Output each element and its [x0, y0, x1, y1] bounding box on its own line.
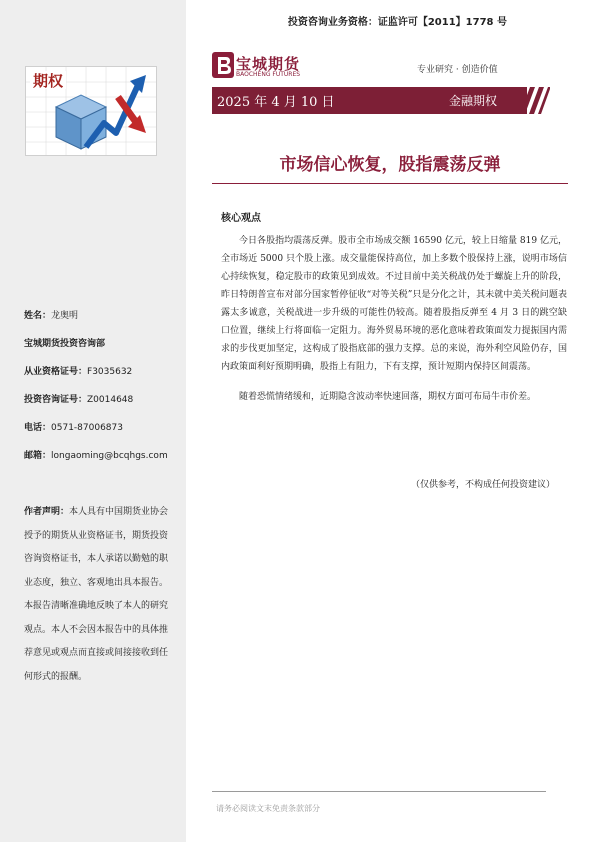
- email-value[interactable]: longaoming@bcqhgs.com: [51, 451, 168, 461]
- registration-info: 投资咨询业务资格：证监许可【2011】1778 号: [287, 17, 507, 28]
- banner-stripes: [520, 87, 550, 114]
- footer-disclaimer: 请务必阅读文末免责条款部分: [216, 804, 320, 813]
- disclaimer-label: 作者声明：: [24, 507, 70, 517]
- consulting-label: 投资咨询证号：: [24, 395, 88, 405]
- footer-divider: [212, 791, 546, 792]
- name-value: 龙奥明: [51, 311, 79, 321]
- qualification-number: [24, 364, 132, 377]
- qualification-value: F3035632: [87, 367, 133, 377]
- phone-value: 0571-87006873: [51, 423, 123, 433]
- email: [24, 448, 168, 461]
- phone-label: 电话：: [24, 423, 52, 433]
- reference-note: （仅供参考，不构成任何投资建议）: [410, 480, 555, 490]
- department: [24, 336, 105, 349]
- report-date: 2025 年 4 月 10 日: [217, 95, 335, 110]
- cover-label: 期权: [33, 72, 64, 90]
- email-label: 邮箱：: [24, 451, 52, 461]
- disclaimer-text: 本人具有中国期货业协会授予的期货从业资格证书，期货投资咨询资格证书，本人承诺以勤勉的职业态度，独立、客观地出具本报告。本报告清晰准确地反映了本人的研究观点。本人不会因本报告中的具体推荐意见或观点而直接或间接接收到任何形式的报酬。: [24, 507, 169, 682]
- sidebar: [0, 0, 186, 842]
- cover-image: [25, 66, 157, 156]
- logo-mark-icon: [212, 52, 234, 78]
- body-paragraph: 今日各股指均震荡反弹。股市全市场成交额 16590 亿元，较上日缩量 819 亿元，全市场近 5000 只个股上涨。成交量能保持高位，加上多数个股保持上涨，说明市场信心持续恢复，稳定股市的政策见到成效。不过目前中美关税战仍处于螺旋上升的阶段，昨日特朗普宣布对部分国家暂停征收“对等关税”只是分化之计，其未就中美关税问题表露太多诚意，关税战进一步升级的可能性仍较高。随着股指反弹至 4 月 3 日的跳空缺口位置，继续上行将面临一定阻力。海外贸易环境的恶化意味着政策面发力提振国内需求的步伐更加坚定，这构成了股指底部的强力支撑。总的来说，海外利空风险仍存，国内政策面利好预期明确，股指上有阻力，下有支撑，预计短期内保持区间震荡。: [221, 236, 567, 372]
- department-name: 宝城期货投资咨询部: [24, 339, 106, 349]
- qualification-label: 从业资格证号：: [24, 367, 88, 377]
- company-logo: [212, 52, 322, 86]
- slogan: 专业研究 · 创造价值: [417, 65, 498, 75]
- section-heading: 核心观点: [221, 213, 261, 224]
- name-label: 姓名：: [24, 311, 52, 321]
- consulting-number: [24, 392, 133, 405]
- phone: [24, 420, 123, 433]
- consulting-value: Z0014648: [87, 395, 134, 405]
- body-paragraph: 随着恐慌情绪缓和，近期隐含波动率快速回落，期权方面可布局牛市价差。: [239, 392, 537, 402]
- title-divider: [212, 183, 568, 184]
- author-name: [24, 308, 78, 321]
- report-body: [221, 232, 567, 406]
- report-title: 市场信心恢复，股指震荡反弹: [279, 155, 501, 175]
- date-banner: [212, 87, 527, 114]
- logo-name-cn: 宝城期货: [236, 55, 301, 73]
- options-chart-icon: [26, 67, 156, 155]
- logo-name-en: BAOCHENG FUTURES: [236, 71, 301, 78]
- author-disclaimer: [24, 501, 170, 689]
- report-category: 金融期权: [448, 94, 497, 108]
